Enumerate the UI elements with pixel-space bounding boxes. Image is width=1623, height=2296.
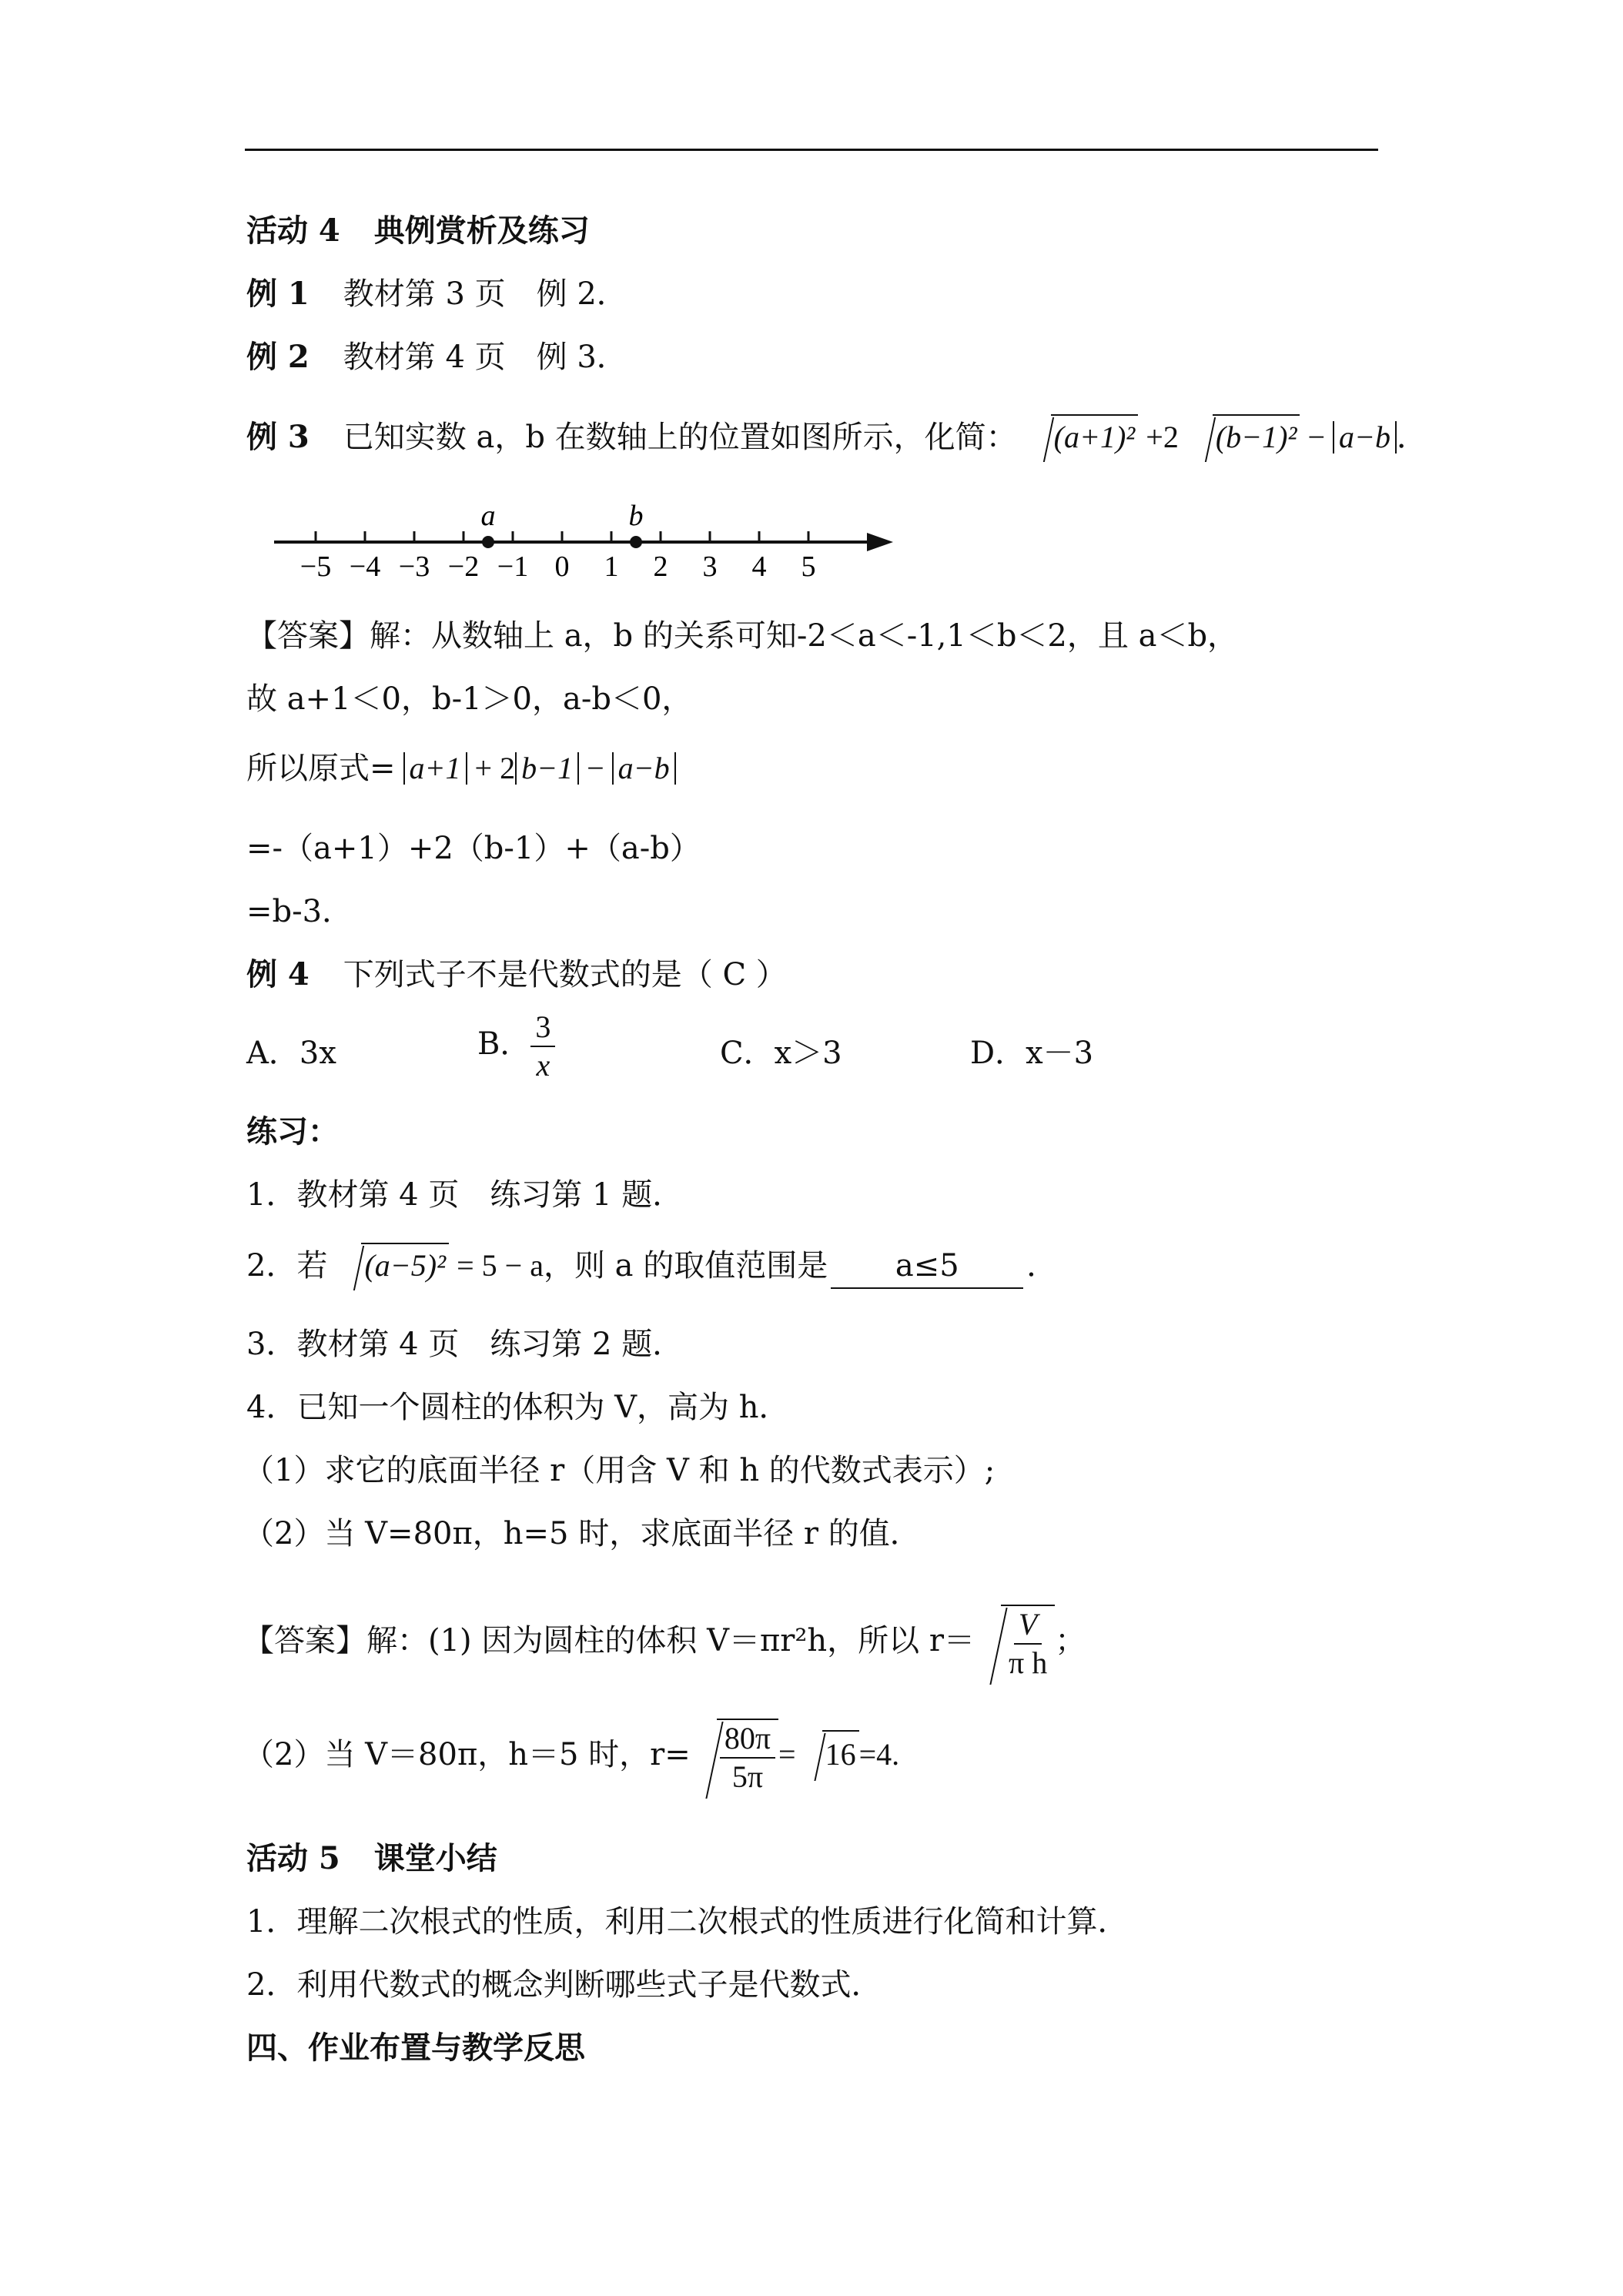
number-line-tick-label: −2 — [447, 551, 480, 583]
sqrt-16: 16 — [799, 1730, 859, 1778]
example-4-label: 例 4 — [246, 956, 310, 992]
summary-item-2: 2．利用代数式的概念判断哪些式子是代数式． — [246, 1967, 882, 2003]
activity4-heading — [246, 209, 590, 253]
sqrt-fraction-1: $\frac{V}{\text{π h}}$ — [978, 1605, 1055, 1682]
answer3-line1: 【答案】解：从数轴上 a，b 的关系可知-2＜a＜-1,1＜b＜2，且 a＜b， — [246, 618, 1239, 654]
header-rule — [245, 149, 1378, 151]
example-1 — [246, 273, 627, 316]
number-line-tick-label: 3 — [702, 551, 718, 583]
example-1-text: 教材第 3 页 例 2． — [343, 276, 627, 312]
abs-expression: a−b — [1333, 421, 1397, 454]
activity4-label: 活动 4 — [246, 213, 340, 249]
answer-blank: a≤5 — [831, 1244, 1023, 1289]
option-b: B． $\frac{3}{x}$ — [477, 1009, 555, 1084]
option-c: C．x＞3 — [720, 1036, 842, 1071]
number-line-point-b — [630, 536, 642, 548]
practice-item-4-q2: （2）当 V=80π，h=5 时，求底面半径 r 的值． — [243, 1516, 921, 1551]
practice-item-2: 2．若 (a−5)² = 5 − a，则 a 的取值范围是 a≤5 ． — [246, 1243, 1057, 1289]
number-line-tick-label: −3 — [398, 551, 430, 583]
sqrt-expression-3: (a−5)² — [338, 1243, 449, 1287]
example-1-label: 例 1 — [246, 276, 310, 312]
number-line-tick-label: 5 — [801, 551, 816, 583]
number-line-tick-label: −5 — [300, 551, 332, 583]
answer3-line5: =b-3． — [246, 894, 353, 929]
answer4-line2: （2）当 V＝80π，h＝5 时，r= $\frac{80\pi}{5\pi}$ = 16 =4. — [243, 1719, 899, 1796]
example-2-label: 例 2 — [246, 339, 310, 375]
practice-heading: 练习： — [246, 1113, 339, 1150]
section4-heading: 四、作业布置与教学反思 — [246, 2030, 585, 2066]
example-3-text: 已知实数 a，b 在数轴上的位置如图所示，化简： — [343, 420, 1017, 455]
number-line-point-label-a: a — [480, 500, 496, 532]
example-4-options — [246, 1009, 1247, 1101]
example-2-text: 教材第 4 页 例 3． — [343, 340, 627, 375]
activity4-title: 典例赏析及练习 — [373, 213, 590, 249]
sqrt-fraction-2: $\frac{80\pi}{5\pi}$ — [694, 1719, 778, 1796]
practice-item-3: 3．教材第 4 页 练习第 2 题． — [246, 1327, 684, 1362]
number-line-tick-label: 1 — [604, 551, 619, 583]
practice-item-1: 1．教材第 4 页 练习第 1 题． — [246, 1177, 684, 1213]
example-2 — [246, 336, 627, 379]
number-line-tick-label: −4 — [349, 551, 381, 583]
sqrt-expression-1: (a+1)² — [1028, 414, 1139, 459]
option-a: A．3x — [246, 1036, 336, 1071]
example-4 — [246, 953, 787, 996]
number-line — [262, 493, 901, 585]
number-line-tick-label: −1 — [497, 551, 529, 583]
answer4-line1: 【答案】解：(1) 因为圆柱的体积 V＝πr²h，所以 r＝ $\frac{V}{\text{π h}}$ ； — [243, 1605, 1086, 1682]
answer3-line2: 故 a+1＜0，b-1＞0，a-b＜0， — [246, 681, 693, 717]
number-line-tick-label: 2 — [653, 551, 668, 583]
summary-item-1: 1．理解二次根式的性质，利用二次根式的性质进行化简和计算． — [246, 1904, 1129, 1940]
sqrt-expression-2: (b−1)² — [1190, 414, 1300, 459]
number-line-tick-label: 0 — [554, 551, 570, 583]
number-line-arrow — [867, 533, 893, 551]
example-3: 例 3 已知实数 a，b 在数轴上的位置如图所示，化简： (a+1)² +2 (b−1)² − a−b ． — [246, 414, 1427, 459]
number-line-tick-label: 4 — [751, 551, 767, 583]
answer3-line4: =-（a+1）+2（b-1）+（a-b） — [246, 831, 701, 866]
option-d: D．x－3 — [970, 1036, 1094, 1071]
number-line-point-label-b: b — [628, 500, 644, 532]
answer3-line3: 所以原式= a+1 + 2 b−1 − a−b — [246, 747, 676, 790]
practice-item-4-q1: （1）求它的底面半径 r（用含 V 和 h 的代数式表示）; — [243, 1453, 996, 1488]
activity5-heading: 活动 5 课堂小结 — [246, 1840, 497, 1876]
practice-item-4: 4．已知一个圆柱的体积为 V，高为 h． — [246, 1390, 790, 1425]
number-line-point-a — [482, 536, 494, 548]
example-4-text: 下列式子不是代数式的是（ C ） — [343, 957, 787, 992]
example-3-label: 例 3 — [246, 419, 310, 455]
